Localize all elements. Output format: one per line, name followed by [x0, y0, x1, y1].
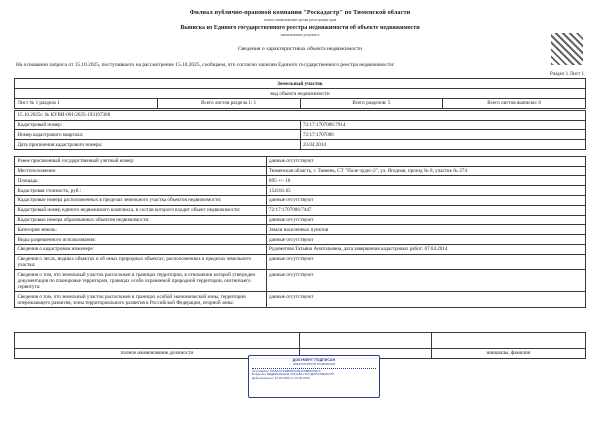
- row-label: Ранее присвоенный государственный учетный номер:: [15, 156, 267, 166]
- table-row: [15, 215, 586, 225]
- row-label: Кадастровый номер единого недвижимого комплекса, в состав которого входит объект недвижимости:: [15, 205, 267, 215]
- stamp-owner-label: Владелец: [252, 372, 266, 377]
- row-label: Кадастровый номер:: [15, 120, 301, 130]
- table-row: [15, 225, 586, 235]
- document-header: [14, 10, 586, 52]
- row-value: 23.04.2014: [300, 140, 586, 150]
- row-label: Сведения о том, что земельный участок расположен в границах особой экономической зоны, территории опережающего развития, зоны территориального развития в Российской Федерации, игорной зоны:: [15, 292, 267, 308]
- characteristics-table: [14, 156, 586, 308]
- stamp-certificate-label: Сертификат: [252, 368, 269, 373]
- stamp-certificate-value: 0145А7C300B2D3A4E1F88B9C0D7A: [269, 368, 321, 373]
- table-row: [15, 176, 586, 186]
- table-row: [15, 110, 586, 120]
- page-marker: Раздел 1 Лист 1: [550, 71, 584, 78]
- stamp-owner-value: ФЕДЕРАЛЬНАЯ СЛУЖБА ГОСУДАРСТВЕННОЙ: [266, 372, 334, 377]
- row-value: данные отсутствуют: [266, 270, 585, 292]
- object-type-table: [14, 78, 586, 108]
- signature-sign-cell: [299, 333, 431, 349]
- row-value: данные отсутствуют: [266, 156, 585, 166]
- row-label: Категория земель:: [15, 225, 267, 235]
- sheet-label: Лист № 1 раздела 1: [15, 98, 158, 108]
- object-type-caption: вид объекта недвижимости: [15, 89, 586, 99]
- row-label: Сведения о лесах, водных объектах и об иных природных объектах, расположенных в пределах земельного участка:: [15, 254, 267, 270]
- document-title-caption: наименование документа: [280, 32, 320, 37]
- table-row: [15, 292, 586, 308]
- cadastral-number-table: [14, 110, 586, 150]
- table-row: [15, 254, 586, 270]
- row-value: Тюменская область, г. Тюмень, СТ "Поле чудес-2", ул. Ягодная, проезд № 8, участок № 274: [266, 166, 585, 176]
- row-value: данные отсутствуют: [266, 235, 585, 245]
- row-value: 72:17:1707006:7447: [266, 205, 585, 215]
- section-title: Сведения о характеристиках объекта недвижимости: [237, 45, 363, 52]
- electronic-signature-stamp: [248, 355, 380, 398]
- table-row: [15, 333, 586, 349]
- row-label: Кадастровая стоимость, руб.:: [15, 186, 267, 196]
- object-type-title: Земельный участок: [15, 79, 586, 89]
- table-row: [15, 166, 586, 176]
- table-row: [15, 140, 586, 150]
- table-gap: [14, 150, 586, 155]
- row-label: Сведения о кадастровом инженере:: [15, 244, 267, 254]
- table-row: [15, 205, 586, 215]
- stamp-title: ДОКУМЕНТ ПОДПИСАН: [292, 358, 336, 362]
- table-row: [15, 196, 586, 206]
- table-row: [15, 98, 586, 108]
- row-label: Номер кадастрового квартала:: [15, 130, 301, 140]
- row-value: данные отсутствуют: [266, 292, 585, 308]
- row-label: Дата присвоения кадастрового номера:: [15, 140, 301, 150]
- signature-position-caption: полное наименование должности: [15, 348, 300, 358]
- row-value: 154181.65: [266, 186, 585, 196]
- row-value: 72:17:1707006:7914: [300, 120, 586, 130]
- row-label: Кадастровые номера образованных объектов недвижимости:: [15, 215, 267, 225]
- table-row: [15, 235, 586, 245]
- table-row: [15, 130, 586, 140]
- row-value: данные отсутствуют: [266, 215, 585, 225]
- table-row: [15, 89, 586, 99]
- qr-code-icon: [548, 30, 586, 68]
- signature-name-cell: [431, 333, 585, 349]
- row-label: Площадь:: [15, 176, 267, 186]
- organization-caption: полное наименование органа регистрации прав: [263, 17, 337, 22]
- total-sheets-section: Всего листов раздела 1: 1: [157, 98, 300, 108]
- row-value: данные отсутствуют: [266, 254, 585, 270]
- organization-name: Филиал публично-правовой компании "Роскадастр" по Тюменской области: [189, 9, 411, 16]
- total-sheets-extract: Всего листов выписки: 6: [443, 98, 586, 108]
- row-label: Кадастровые номера расположенных в пределах земельного участка объектов недвижимости:: [15, 196, 267, 206]
- row-value: Рудометова Татьяна Анатольевна, дата завершения кадастровых работ: 07.04.2014: [266, 244, 585, 254]
- signature-name-caption: инициалы, фамилия: [431, 348, 585, 358]
- stamp-validity-label: Действителен: [252, 376, 272, 380]
- table-row: [15, 156, 586, 166]
- document-title: Выписка из Единого государственного реестра недвижимости об объекте недвижимости: [180, 24, 420, 31]
- row-value: Земли населенных пунктов: [266, 225, 585, 235]
- table-row: [15, 186, 586, 196]
- stamp-validity-value: с 12.03.2025 по 12.06.2026: [272, 376, 310, 380]
- table-row: [15, 270, 586, 292]
- stamp-subtitle: ЭЛЕКТРОННОЙ ПОДПИСЬЮ: [292, 362, 336, 366]
- signature-position-cell: [15, 333, 300, 349]
- row-value: 895 +/- 10: [266, 176, 585, 186]
- row-label: Местоположение:: [15, 166, 267, 176]
- intro-paragraph: На основании запроса от 15.10.2025, поступившего на рассмотрение 15.10.2025, сообщаем, что согласно записям Единого государственного реестра недвижимости:: [16, 61, 395, 68]
- table-row: [15, 79, 586, 89]
- row-value: данные отсутствуют: [266, 196, 585, 206]
- table-row: [15, 244, 586, 254]
- stamp-validity: [252, 377, 376, 381]
- table-row: [15, 120, 586, 130]
- total-sections: Всего разделов: 5: [300, 98, 443, 108]
- row-value: 72:17:1707006: [300, 130, 586, 140]
- extract-number: 15.10.2025г. № КУВИ-001/2025-193197308: [15, 110, 586, 120]
- row-label: Виды разрешенного использования:: [15, 235, 267, 245]
- row-label: Сведения о том, что земельный участок расположен в границах территории, в отношении которой утвержден документация по планировке территории, границах особо охраняемой природной территории, охотничьего сервитута:: [15, 270, 267, 292]
